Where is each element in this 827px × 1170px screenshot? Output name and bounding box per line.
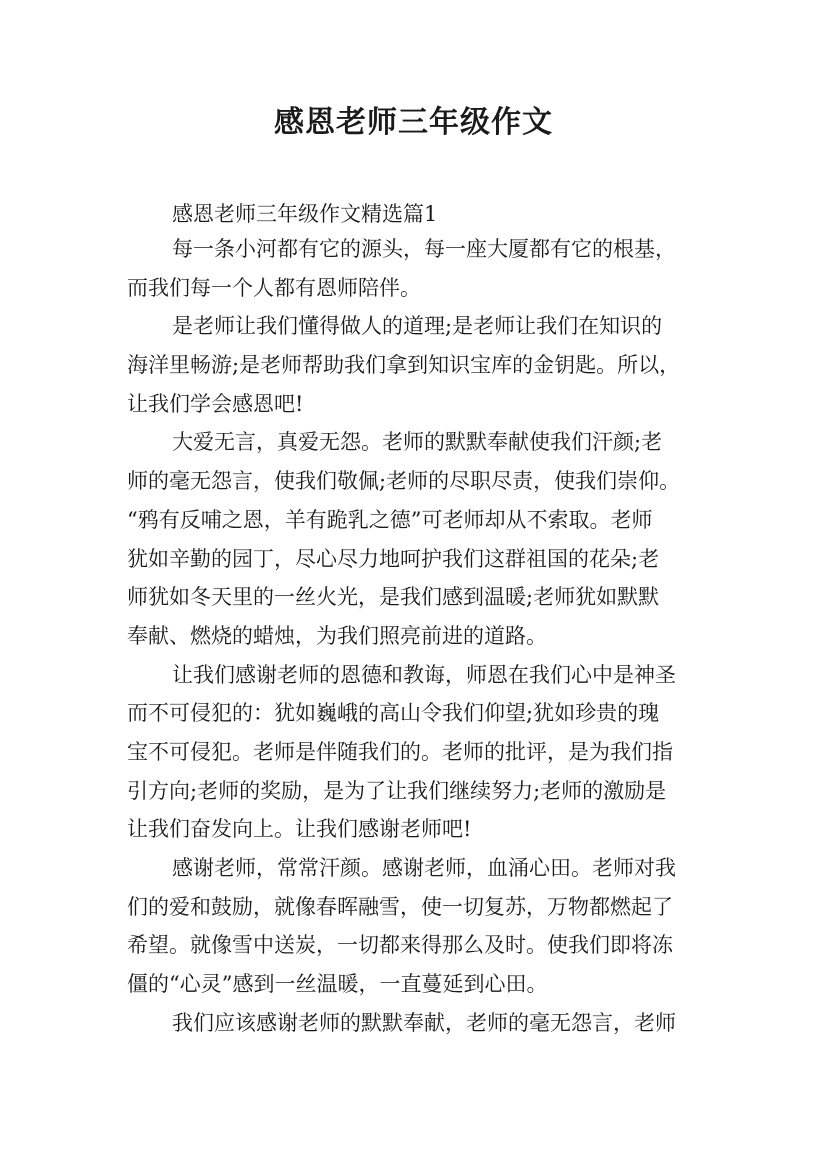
text-line: 让我们学会感恩吧! bbox=[127, 391, 304, 416]
document-body bbox=[127, 230, 727, 1042]
text-line: 大爱无言，真爱无怨。老师的默默奉献使我们汗颜;老 bbox=[172, 430, 663, 455]
text-line: 我们应该感谢老师的默默奉献，老师的毫无怨言，老师 bbox=[172, 1010, 676, 1035]
text-line: 奉献、燃烧的蜡烛，为我们照亮前进的道路。 bbox=[127, 623, 547, 648]
paragraph bbox=[127, 230, 727, 307]
text-line: 是老师让我们懂得做人的道理;是老师让我们在知识的 bbox=[172, 314, 663, 339]
text-line: 海洋里畅游;是老师帮助我们拿到知识宝库的金钥匙。所以， bbox=[127, 353, 681, 378]
text-line: 每一条小河都有它的源头，每一座大厦都有它的根基， bbox=[172, 237, 676, 261]
text-line: 让我们奋发向上。让我们感谢老师吧! bbox=[127, 817, 472, 842]
paragraph bbox=[127, 423, 727, 655]
text-line: 僵的“心灵”感到一丝温暖，一直蔓延到心田。 bbox=[127, 972, 548, 997]
text-line: 而不可侵犯的：犹如巍峨的高山令我们仰望;犹如珍贵的瑰 bbox=[127, 701, 660, 726]
text-line: 犹如辛勤的园丁，尽心尽力地呵护我们这群祖国的花朵;老 bbox=[127, 546, 660, 571]
text-line: 而我们每一个人都有恩师陪伴。 bbox=[127, 275, 421, 300]
text-line: 让我们感谢老师的恩德和教诲，师恩在我们心中是神圣 bbox=[172, 662, 676, 687]
text-line: 引方向;老师的奖励，是为了让我们继续努力;老师的激励是 bbox=[127, 778, 667, 803]
text-line: “鸦有反哺之恩，羊有跪乳之德”可老师却从不索取。老师 bbox=[127, 507, 653, 532]
text-line: 师犹如冬天里的一丝火光，是我们感到温暖;老师犹如默默 bbox=[127, 585, 660, 610]
text-line: 们的爱和鼓励，就像春晖融雪，使一切复苏，万物都燃起了 bbox=[127, 894, 673, 919]
paragraph bbox=[127, 1004, 727, 1043]
text-line: 感谢老师，常常汗颜。感谢老师，血涌心田。老师对我 bbox=[172, 856, 676, 880]
document-title: 感恩老师三年级作文 bbox=[274, 105, 553, 140]
paragraph bbox=[127, 849, 727, 1004]
section-heading: 感恩老师三年级作文精选篇1 bbox=[172, 202, 438, 226]
text-line: 希望。就像雪中送炭，一切都来得那么及时。使我们即将冻 bbox=[127, 933, 673, 958]
text-line: 师的毫无怨言，使我们敬佩;老师的尽职尽责，使我们崇仰。 bbox=[127, 469, 681, 494]
paragraph bbox=[127, 656, 727, 849]
paragraph bbox=[127, 307, 727, 423]
text-line: 宝不可侵犯。老师是伴随我们的。老师的批评，是为我们指 bbox=[127, 739, 673, 764]
